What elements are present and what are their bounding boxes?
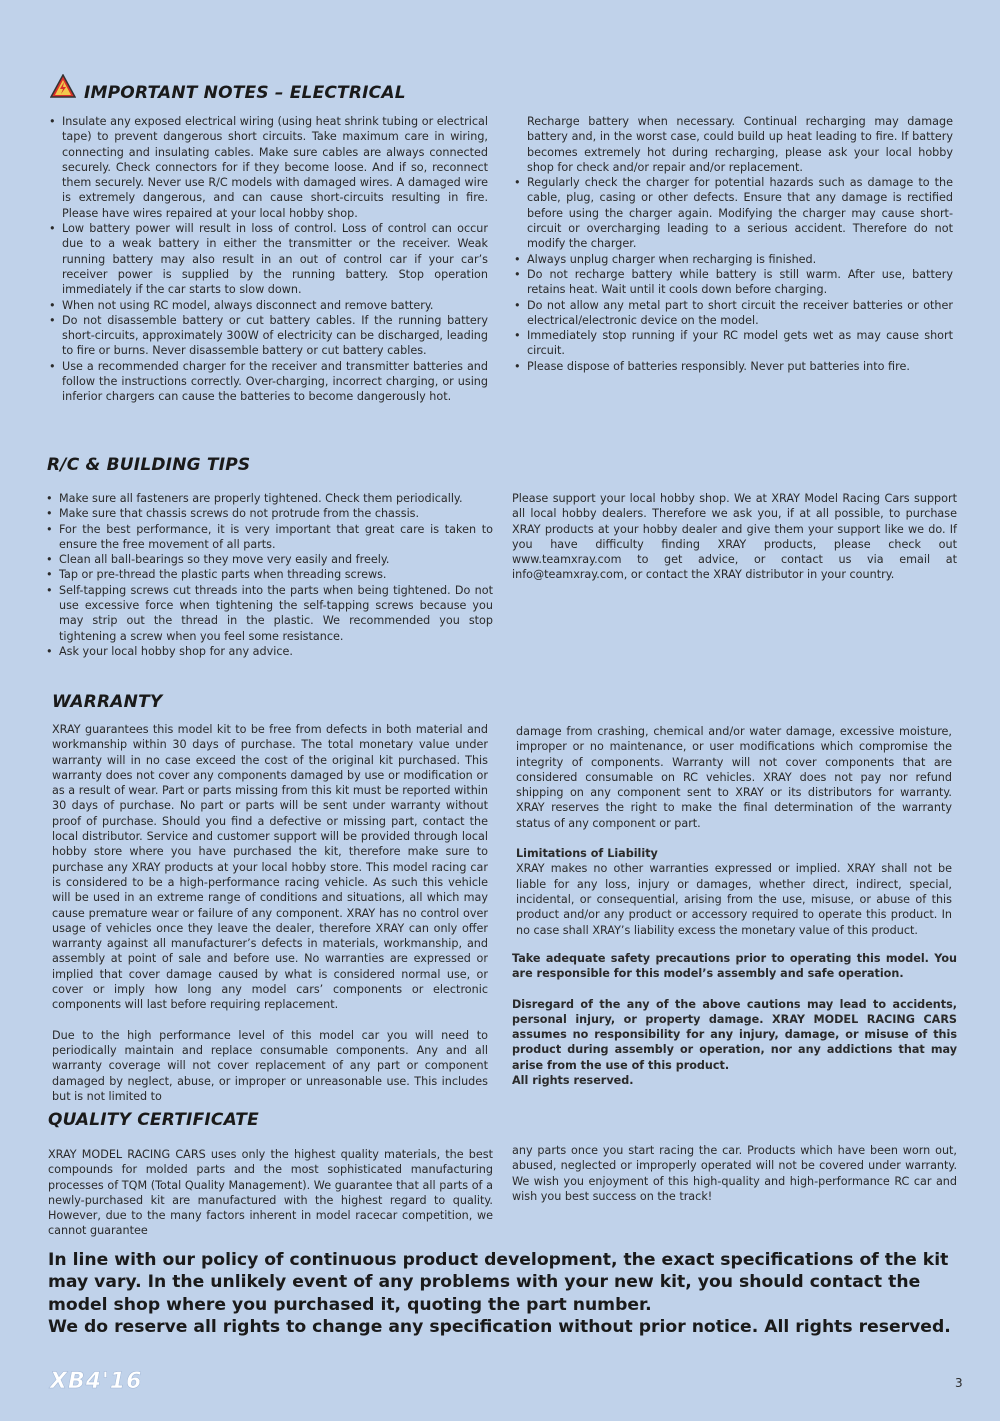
quality-right-text: any parts once you start racing the car. Products which have been worn out, abused, neglected or improperly operated will not be covered under warranty. We wish you enjoyment of this high-quality and high-performance RC car and wish you best success on the track! (512, 1144, 957, 1203)
quality-heading: QUALITY CERTIFICATE (48, 1110, 259, 1130)
list-item: • Make sure all fasteners are properly tightened. Check them periodically. (45, 491, 493, 506)
page-number: 3 (955, 1376, 963, 1390)
list-item: • Use a recommended charger for the receiver and transmitter batteries and follow the instructions correctly. Over-charging, incorrect charging, or using inferior chargers can cause the batteries to become dangerously hot. (48, 359, 488, 405)
tips-right-text: Please support your local hobby shop. We at XRAY Model Racing Cars support all local hobby dealers. Therefore we ask you, if at all possible, to purchase XRAY products at your hobby dealer and give them your support like we do. If you have difficulty finding XRAY products, please check out www.teamxray.com to get advice, or contact us via email at info@teamxray.com, or contact the XRAY distributor in your country. (512, 492, 957, 582)
electrical-left-column (48, 114, 488, 405)
liability-text: XRAY makes no other warranties expressed or implied. XRAY shall not be liable for any loss, injury or damages, whether direct, indirect, special, incidental, or consequential, arising from the use, misuse, or abuse of this product and/or any product or accessory required to operate this product. In no case shall XRAY’s liability excess the monetary value of this product. (516, 862, 952, 937)
list-item: • Insulate any exposed electrical wiring (using heat shrink tubing or electrical tape) to prevent dangerous short circuits. Take maximum care in wiring, connecting and insulating cables. Make sure cables are always connected securely. Check connectors for if they become loose. And if so, reconnect them securely. Never use R/C models with damaged wires. A damaged wire is extremely dangerous, and can cause short-circuits resulting in fire. Please have wires repaired at your local hobby shop. (48, 114, 488, 221)
policy-line: We do reserve all rights to change any specification without prior notice. All rights reserved. (48, 1316, 951, 1337)
electrical-right-intro: Recharge battery when necessary. Continual recharging may damage battery and, in the worst case, could build up heat leading to fire. If battery becomes extremely hot during recharging, please ask your local hobby shop for check and/or repair and/or replacement. (527, 115, 953, 174)
safety-paragraph: All rights reserved. (512, 1074, 634, 1088)
list-item: • Low battery power will result in loss of control. Loss of control can occur due to a weak battery in either the transmitter or the receiver. Weak running battery may also result in an out of control car if your car’s receiver power is supplied by the running battery. Stop operation immediately if the car starts to slow down. (48, 221, 488, 297)
list-item: • Self-tapping screws cut threads into the parts when being tightened. Do not use excessive force when tightening the self-tapping screws because you may strip out the thread in the plastic. We recommended you stop tightening a screw when you feel some resistance. (45, 583, 493, 644)
warranty-left-column (52, 722, 488, 1104)
list-item: • For the best performance, it is very important that great care is taken to ensure the free movement of all parts. (45, 522, 493, 553)
policy-notice (48, 1249, 963, 1338)
safety-paragraph: Take adequate safety precautions prior to operating this model. You are responsible for this model’s assembly and safe operation. (512, 952, 957, 981)
tips-heading: R/C & BUILDING TIPS (47, 455, 251, 475)
list-item: • Immediately stop running if your RC model gets wet as may cause short circuit. (513, 328, 953, 359)
safety-notice (512, 951, 957, 1088)
tips-left-column (45, 491, 493, 659)
warning-triangle-icon (50, 74, 76, 98)
warranty-right-column (516, 724, 952, 938)
list-item: • Please dispose of batteries responsibly. Never put batteries into fire. (513, 359, 953, 374)
liability-heading: Limitations of Liability (516, 847, 658, 861)
xb4-logo: XB4'16 (50, 1369, 143, 1394)
list-item: • Clean all ball-bearings so they move very easily and freely. (45, 552, 493, 567)
list-item: • When not using RC model, always disconnect and remove battery. (48, 298, 488, 313)
safety-paragraph: Disregard of the any of the above cautions may lead to accidents, personal injury, or property damage. XRAY MODEL RACING CARS assumes no responsibility for any injury, damage, or misuse of this product during assembly or operation, nor any addictions that may arise from the use of this product. (512, 997, 957, 1072)
list-item: • Tap or pre-thread the plastic parts when threading screws. (45, 567, 493, 582)
list-item: • Always unplug charger when recharging is finished. (513, 252, 953, 267)
list-item: • Do not recharge battery while battery is still warm. After use, battery retains heat. Wait until it cools down before charging. (513, 267, 953, 298)
warranty-paragraph: Due to the high performance level of this model car you will need to periodically maintain and replace consumable components. Any and all warranty coverage will not cover replacement of any part or component damaged by neglect, abuse, or improper or unreasonable use. This includes but is not limited to (52, 1028, 488, 1103)
warranty-heading: WARRANTY (52, 692, 163, 712)
electrical-right-column (513, 114, 953, 374)
quality-left-text: XRAY MODEL RACING CARS uses only the highest quality materials, the best compounds for molded parts and the most sophisticated manufacturing processes of TQM (Total Quality Management). We guarantee that all parts of a newly-purchased kit are manufactured with the highest regard to quality. However, due to the many factors inherent in model racecar competition, we cannot guarantee (48, 1148, 493, 1238)
warranty-paragraph: XRAY guarantees this model kit to be free from defects in both material and workmanship within 30 days of purchase. The total monetary value under warranty will in no case exceed the cost of the original kit purchased. This warranty does not cover any components damaged by use or modification or as a result of wear. Part or parts missing from this kit must be reported within 30 days of purchase. No part or parts will be sent under warranty without proof of purchase. Should you find a defective or missing part, contact the local distributor. Service and customer support will be provided through local hobby store where you have purchased the kit, therefore make sure to purchase any XRAY products at your local hobby store. This model racing car is considered to be a high-performance racing vehicle. As such this vehicle will be used in an extreme range of conditions and situations, all which may cause premature wear or failure of any component. XRAY has no control over usage of vehicles once they leave the dealer, therefore XRAY can only offer warranty against all manufacturer’s defects in materials, workmanship, and assembly at point of sale and before use. No warranties are expressed or implied that cover damage caused by what is considered normal use, or cover or imply how long any model cars’ components or electronic components will last before requiring replacement. (52, 723, 488, 1012)
list-item: • Regularly check the charger for potential hazards such as damage to the cable, plug, casing or other defects. Ensure that any damage is rectified before using the charger again. Modifying the charger may cause short-circuit or overcharging leading to a serious accident. Therefore do not modify the charger. (513, 175, 953, 251)
policy-line: In line with our policy of continuous product development, the exact specifications of the kit may vary. In the unlikely event of any problems with your new kit, you should contact the model shop where you purchased it, quoting the part number. (48, 1250, 949, 1315)
electrical-heading: IMPORTANT NOTES – ELECTRICAL (84, 83, 406, 103)
warranty-paragraph: damage from crashing, chemical and/or water damage, excessive moisture, improper or no maintenance, or user modifications which compromise the integrity of components. Warranty will not cover components that are considered consumable on RC vehicles. XRAY does not pay nor refund shipping on any component sent to XRAY or its distributors for warranty. XRAY reserves the right to make the final determination of the warranty status of any component or part. (516, 725, 952, 830)
list-item: • Ask your local hobby shop for any advice. (45, 644, 493, 659)
list-item: • Do not disassemble battery or cut battery cables. If the running battery short-circuits, approximately 300W of electricity can be discharged, leading to fire or burns. Never disassemble battery or cut battery cables. (48, 313, 488, 359)
list-item: • Make sure that chassis screws do not protrude from the chassis. (45, 506, 493, 521)
list-item: • Do not allow any metal part to short circuit the receiver batteries or other electrical/electronic device on the model. (513, 298, 953, 329)
